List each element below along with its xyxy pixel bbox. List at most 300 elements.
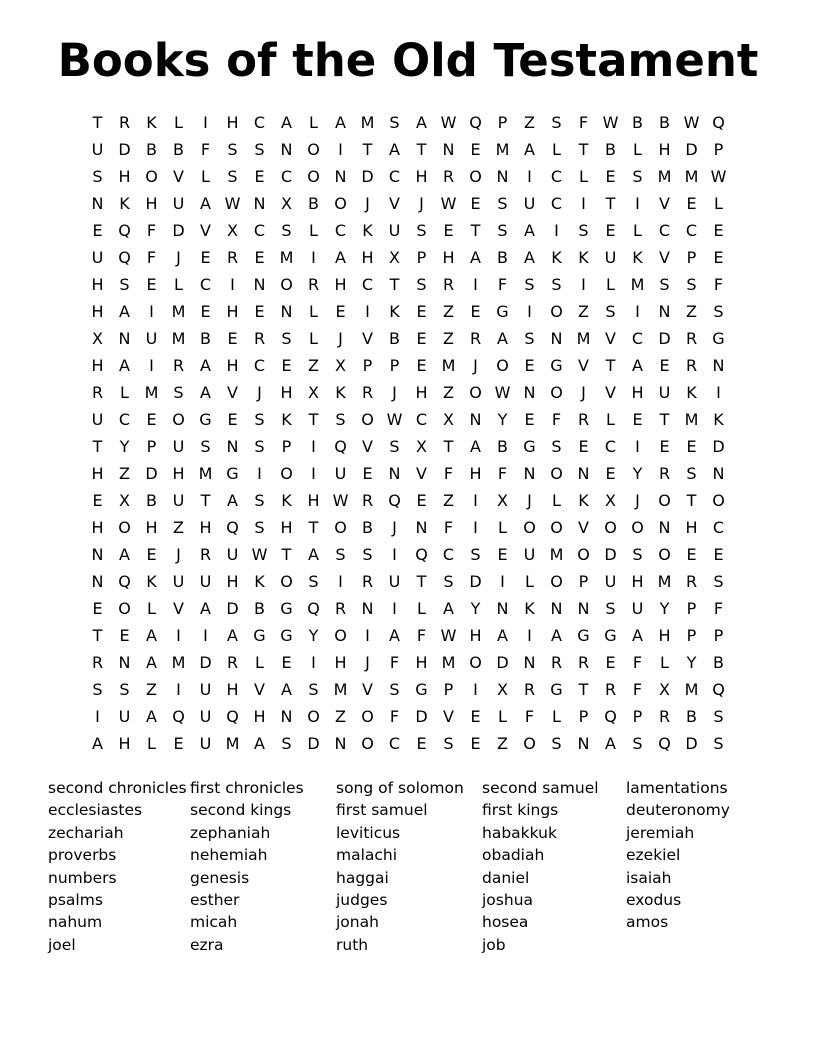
grid-letter: H — [334, 652, 347, 672]
word-list-item: zechariah — [48, 823, 124, 842]
grid-letter: L — [309, 220, 318, 240]
grid-letter: D — [685, 139, 698, 159]
grid-letter: C — [199, 274, 212, 294]
grid-letter: L — [525, 571, 534, 591]
grid-letter: O — [307, 166, 320, 186]
grid-letter: O — [550, 382, 563, 402]
grid-letter: M — [360, 112, 375, 132]
grid-letter: C — [415, 409, 428, 429]
grid-letter: R — [550, 652, 563, 672]
grid-letter: E — [713, 544, 724, 564]
grid-letter: J — [419, 193, 424, 213]
grid-letter: A — [497, 625, 508, 645]
grid-letter: E — [146, 544, 157, 564]
grid-letter: L — [660, 652, 669, 672]
word-list-item: amos — [626, 913, 669, 932]
grid-letter: H — [307, 490, 320, 510]
grid-letter: S — [119, 679, 130, 699]
grid-letter: F — [146, 247, 157, 267]
word-list-item: nahum — [48, 913, 103, 932]
grid-letter: H — [199, 517, 212, 537]
grid-letter: O — [550, 463, 563, 483]
grid-letter: V — [416, 463, 427, 483]
grid-letter: I — [527, 301, 532, 321]
grid-letter: A — [227, 625, 238, 645]
word-list-item: zephaniah — [190, 823, 271, 842]
grid-letter: O — [523, 517, 536, 537]
grid-letter: P — [497, 112, 508, 132]
grid-letter: A — [119, 355, 130, 375]
grid-letter: K — [686, 382, 697, 402]
grid-letter: X — [227, 220, 238, 240]
grid-letter: S — [443, 571, 454, 591]
grid-letter: G — [280, 625, 293, 645]
grid-letter: V — [578, 355, 589, 375]
grid-letter: R — [91, 652, 104, 672]
grid-letter: W — [251, 544, 268, 564]
grid-letter: F — [497, 274, 508, 294]
grid-letter: L — [201, 166, 210, 186]
grid-letter: M — [576, 328, 591, 348]
grid-letter: S — [686, 274, 697, 294]
grid-letter: N — [280, 301, 293, 321]
grid-letter: N — [523, 382, 536, 402]
grid-letter: I — [338, 139, 343, 159]
grid-letter: D — [307, 733, 320, 753]
grid-letter: I — [473, 679, 478, 699]
grid-letter: H — [91, 517, 104, 537]
grid-letter: T — [362, 139, 373, 159]
word-list-item: ezra — [190, 935, 224, 954]
grid-letter: G — [577, 625, 590, 645]
grid-letter: S — [713, 733, 724, 753]
grid-letter: U — [334, 463, 347, 483]
grid-letter: G — [415, 679, 428, 699]
grid-letter: W — [440, 112, 457, 132]
grid-letter: N — [118, 328, 131, 348]
grid-letter: S — [254, 490, 265, 510]
grid-letter: R — [91, 382, 104, 402]
grid-letter: N — [442, 139, 455, 159]
word-list-item: exodus — [626, 891, 682, 910]
grid-letter: D — [658, 328, 671, 348]
grid-letter: E — [605, 652, 616, 672]
grid-letter: A — [92, 733, 103, 753]
grid-letter: T — [281, 544, 292, 564]
grid-letter: X — [497, 490, 508, 510]
word-list-item: jeremiah — [626, 823, 695, 842]
grid-letter: G — [712, 328, 725, 348]
grid-letter: O — [280, 463, 293, 483]
grid-letter: L — [255, 652, 264, 672]
grid-letter: D — [685, 733, 698, 753]
grid-letter: E — [416, 301, 427, 321]
grid-letter: O — [604, 517, 617, 537]
grid-letter: J — [581, 382, 586, 402]
grid-letter: B — [632, 112, 643, 132]
grid-letter: A — [200, 355, 211, 375]
grid-letter: G — [604, 625, 617, 645]
grid-letter: E — [443, 220, 454, 240]
grid-letter: A — [632, 625, 643, 645]
word-list-item: obadiah — [482, 846, 545, 865]
grid-letter: Q — [307, 598, 320, 618]
grid-letter: E — [470, 733, 481, 753]
grid-letter: E — [200, 301, 211, 321]
grid-letter: U — [199, 733, 212, 753]
grid-letter: Y — [686, 652, 697, 672]
grid-letter: M — [684, 409, 699, 429]
grid-letter: K — [146, 571, 157, 591]
grid-letter: N — [226, 436, 239, 456]
grid-letter: E — [416, 733, 427, 753]
word-list-item: second kings — [190, 801, 292, 820]
grid-letter: G — [496, 301, 509, 321]
grid-letter: H — [361, 247, 374, 267]
word-list-item: jonah — [336, 913, 379, 932]
grid-letter: S — [686, 463, 697, 483]
grid-letter: A — [470, 436, 481, 456]
grid-letter: L — [552, 139, 561, 159]
grid-letter: P — [686, 625, 697, 645]
grid-letter: H — [226, 679, 239, 699]
grid-letter: G — [550, 679, 563, 699]
grid-letter: U — [199, 679, 212, 699]
grid-letter: T — [416, 139, 427, 159]
grid-letter: S — [335, 544, 346, 564]
grid-letter: P — [281, 436, 292, 456]
grid-letter: S — [119, 274, 130, 294]
grid-letter: W — [386, 409, 403, 429]
grid-letter: E — [659, 436, 670, 456]
grid-letter: O — [469, 166, 482, 186]
grid-letter: S — [605, 301, 616, 321]
grid-letter: N — [496, 598, 509, 618]
grid-letter: V — [659, 193, 670, 213]
word-list-item: isaiah — [626, 868, 672, 887]
grid-letter: R — [253, 328, 266, 348]
word-list-column — [482, 777, 626, 956]
grid-letter: X — [659, 679, 670, 699]
grid-letter: K — [578, 247, 589, 267]
grid-letter: M — [198, 463, 213, 483]
grid-letter: G — [280, 598, 293, 618]
grid-letter: L — [579, 166, 588, 186]
grid-letter: S — [362, 544, 373, 564]
grid-letter: E — [686, 193, 697, 213]
grid-letter: X — [335, 355, 346, 375]
word-list-item: first samuel — [336, 801, 428, 820]
grid-letter: O — [361, 733, 374, 753]
grid-letter: R — [226, 652, 239, 672]
grid-letter: E — [416, 490, 427, 510]
grid-letter: U — [523, 544, 536, 564]
grid-letter: O — [496, 355, 509, 375]
grid-letter: H — [415, 652, 428, 672]
grid-letter: V — [362, 328, 373, 348]
grid-letter: M — [225, 733, 240, 753]
grid-letter: U — [388, 220, 401, 240]
grid-letter: E — [470, 139, 481, 159]
grid-letter: H — [226, 112, 239, 132]
grid-letter: J — [176, 247, 181, 267]
grid-letter: D — [172, 220, 185, 240]
grid-letter: B — [389, 328, 400, 348]
grid-letter: J — [392, 382, 397, 402]
grid-letter: V — [605, 382, 616, 402]
grid-letter: A — [200, 382, 211, 402]
grid-letter: B — [362, 517, 373, 537]
grid-letter: E — [92, 490, 103, 510]
grid-letter: T — [308, 517, 319, 537]
grid-letter: Z — [119, 463, 130, 483]
grid-letter: O — [469, 382, 482, 402]
grid-letter: E — [713, 247, 724, 267]
grid-letter: H — [631, 571, 644, 591]
grid-letter: T — [470, 220, 481, 240]
grid-letter: W — [683, 112, 700, 132]
grid-letter: F — [200, 139, 211, 159]
grid-letter: L — [147, 598, 156, 618]
grid-letter: S — [713, 301, 724, 321]
word-list-item: hosea — [482, 913, 529, 932]
grid-letter: U — [118, 706, 131, 726]
grid-letter: M — [171, 301, 186, 321]
grid-letter: I — [149, 355, 154, 375]
grid-letter: S — [416, 274, 427, 294]
grid-letter: T — [605, 355, 616, 375]
grid-letter: L — [606, 274, 615, 294]
grid-letter: D — [469, 571, 482, 591]
grid-letter: S — [92, 679, 103, 699]
grid-letter: T — [308, 409, 319, 429]
grid-letter: B — [173, 139, 184, 159]
grid-letter: C — [118, 409, 131, 429]
grid-letter: C — [253, 220, 266, 240]
grid-letter: I — [176, 625, 181, 645]
grid-letter: I — [365, 301, 370, 321]
grid-letter: R — [577, 409, 590, 429]
grid-letter: E — [281, 355, 292, 375]
grid-letter: E — [92, 598, 103, 618]
grid-letter: Q — [226, 517, 239, 537]
grid-letter: G — [550, 355, 563, 375]
grid-letter: O — [280, 571, 293, 591]
grid-letter: U — [199, 706, 212, 726]
grid-letter: J — [473, 355, 478, 375]
grid-letter: S — [389, 112, 400, 132]
word-list-column — [626, 777, 730, 956]
grid-letter: E — [713, 220, 724, 240]
grid-letter: B — [713, 652, 724, 672]
grid-letter: I — [554, 220, 559, 240]
word-list-item: genesis — [190, 868, 250, 887]
grid-letter: Z — [308, 355, 319, 375]
grid-letter: Z — [146, 679, 157, 699]
grid-letter: C — [361, 274, 374, 294]
grid-letter: N — [118, 652, 131, 672]
grid-letter: H — [280, 382, 293, 402]
grid-letter: R — [469, 328, 482, 348]
grid-letter: D — [118, 139, 131, 159]
grid-letter: P — [713, 625, 724, 645]
grid-letter: Q — [334, 436, 347, 456]
grid-letter: V — [227, 382, 238, 402]
grid-letter: S — [713, 571, 724, 591]
grid-letter: U — [172, 193, 185, 213]
word-list-item: second samuel — [482, 779, 599, 797]
grid-letter: E — [227, 328, 238, 348]
grid-letter: V — [443, 706, 454, 726]
grid-letter: H — [469, 625, 482, 645]
grid-letter: Z — [173, 517, 184, 537]
grid-letter: Z — [443, 490, 454, 510]
grid-letter: C — [631, 328, 644, 348]
grid-letter: C — [280, 166, 293, 186]
grid-letter: S — [173, 382, 184, 402]
grid-letter: S — [524, 328, 535, 348]
grid-letter: I — [635, 301, 640, 321]
grid-letter: F — [416, 625, 427, 645]
grid-letter: S — [281, 220, 292, 240]
grid-letter: N — [577, 598, 590, 618]
grid-letter: N — [253, 193, 266, 213]
grid-letter: A — [281, 112, 292, 132]
grid-letter: O — [361, 409, 374, 429]
grid-letter: R — [604, 679, 617, 699]
grid-letter: R — [361, 571, 374, 591]
grid-letter: A — [389, 139, 400, 159]
grid-letter: H — [253, 706, 266, 726]
grid-letter: C — [334, 220, 347, 240]
grid-letter: Y — [632, 463, 643, 483]
grid-letter: O — [712, 490, 725, 510]
grid-letter: A — [497, 328, 508, 348]
grid-letter: E — [686, 544, 697, 564]
grid-letter: A — [254, 733, 265, 753]
grid-letter: B — [497, 247, 508, 267]
grid-letter: D — [496, 652, 509, 672]
grid-letter: E — [497, 544, 508, 564]
grid-letter: S — [227, 166, 238, 186]
grid-letter: S — [254, 409, 265, 429]
grid-letter: I — [311, 463, 316, 483]
word-list-item: esther — [190, 891, 240, 910]
grid-letter: O — [550, 517, 563, 537]
grid-letter: M — [657, 166, 672, 186]
word-list — [48, 777, 816, 956]
grid-letter: A — [551, 625, 562, 645]
grid-letter: H — [442, 247, 455, 267]
grid-letter: S — [632, 544, 643, 564]
grid-letter: J — [365, 193, 370, 213]
grid-letter: W — [224, 193, 241, 213]
grid-letter: A — [524, 220, 535, 240]
grid-letter: T — [92, 112, 103, 132]
word-list-item: first kings — [482, 801, 559, 820]
word-list-item: proverbs — [48, 846, 117, 865]
grid-letter: S — [308, 571, 319, 591]
grid-letter: E — [686, 436, 697, 456]
word-list-item: first chronicles — [190, 779, 304, 797]
grid-letter: P — [632, 706, 643, 726]
grid-letter: H — [145, 517, 158, 537]
grid-letter: O — [307, 706, 320, 726]
grid-letter: N — [334, 733, 347, 753]
grid-letter: Z — [686, 301, 697, 321]
grid-letter: R — [658, 706, 671, 726]
grid-letter: Q — [118, 571, 131, 591]
grid-letter: Q — [118, 247, 131, 267]
grid-letter: L — [498, 517, 507, 537]
word-list-item: deuteronomy — [626, 801, 730, 820]
grid-letter: X — [605, 490, 616, 510]
grid-letter: I — [365, 625, 370, 645]
grid-letter: P — [362, 355, 373, 375]
grid-letter: Q — [469, 112, 482, 132]
grid-letter: S — [281, 733, 292, 753]
grid-letter: N — [658, 517, 671, 537]
grid-letter: S — [470, 544, 481, 564]
grid-letter: U — [199, 571, 212, 591]
grid-letter: R — [307, 274, 320, 294]
grid-letter: Y — [497, 409, 508, 429]
grid-letter: T — [659, 409, 670, 429]
grid-letter: O — [550, 301, 563, 321]
grid-letter: F — [389, 652, 400, 672]
grid-letter: A — [632, 355, 643, 375]
grid-letter: Q — [658, 733, 671, 753]
grid-letter: Y — [659, 598, 670, 618]
grid-letter: L — [309, 112, 318, 132]
grid-letter: E — [524, 409, 535, 429]
grid-letter: S — [308, 679, 319, 699]
grid-letter: Z — [443, 382, 454, 402]
grid-letter: U — [91, 409, 104, 429]
grid-letter: S — [578, 220, 589, 240]
grid-letter: U — [604, 247, 617, 267]
grid-letter: C — [658, 220, 671, 240]
grid-letter: S — [551, 112, 562, 132]
grid-letter: J — [338, 328, 343, 348]
grid-letter: M — [684, 166, 699, 186]
grid-letter: S — [497, 193, 508, 213]
grid-letter: S — [254, 517, 265, 537]
grid-letter: H — [226, 355, 239, 375]
grid-letter: I — [311, 247, 316, 267]
grid-letter: L — [309, 301, 318, 321]
grid-letter: N — [334, 166, 347, 186]
grid-letter: K — [362, 220, 373, 240]
grid-letter: H — [226, 301, 239, 321]
grid-letter: J — [392, 517, 397, 537]
grid-letter: S — [524, 274, 535, 294]
grid-letter: O — [118, 517, 131, 537]
grid-letter: L — [633, 220, 642, 240]
grid-letter: K — [632, 247, 643, 267]
grid-letter: U — [523, 193, 536, 213]
grid-letter: I — [473, 274, 478, 294]
grid-letter: I — [257, 463, 262, 483]
grid-letter: N — [280, 706, 293, 726]
grid-letter: T — [92, 625, 103, 645]
grid-letter: E — [470, 706, 481, 726]
grid-letter: M — [279, 247, 294, 267]
grid-letter: V — [254, 679, 265, 699]
grid-letter: I — [500, 571, 505, 591]
grid-letter: B — [146, 139, 157, 159]
grid-letter: V — [362, 679, 373, 699]
